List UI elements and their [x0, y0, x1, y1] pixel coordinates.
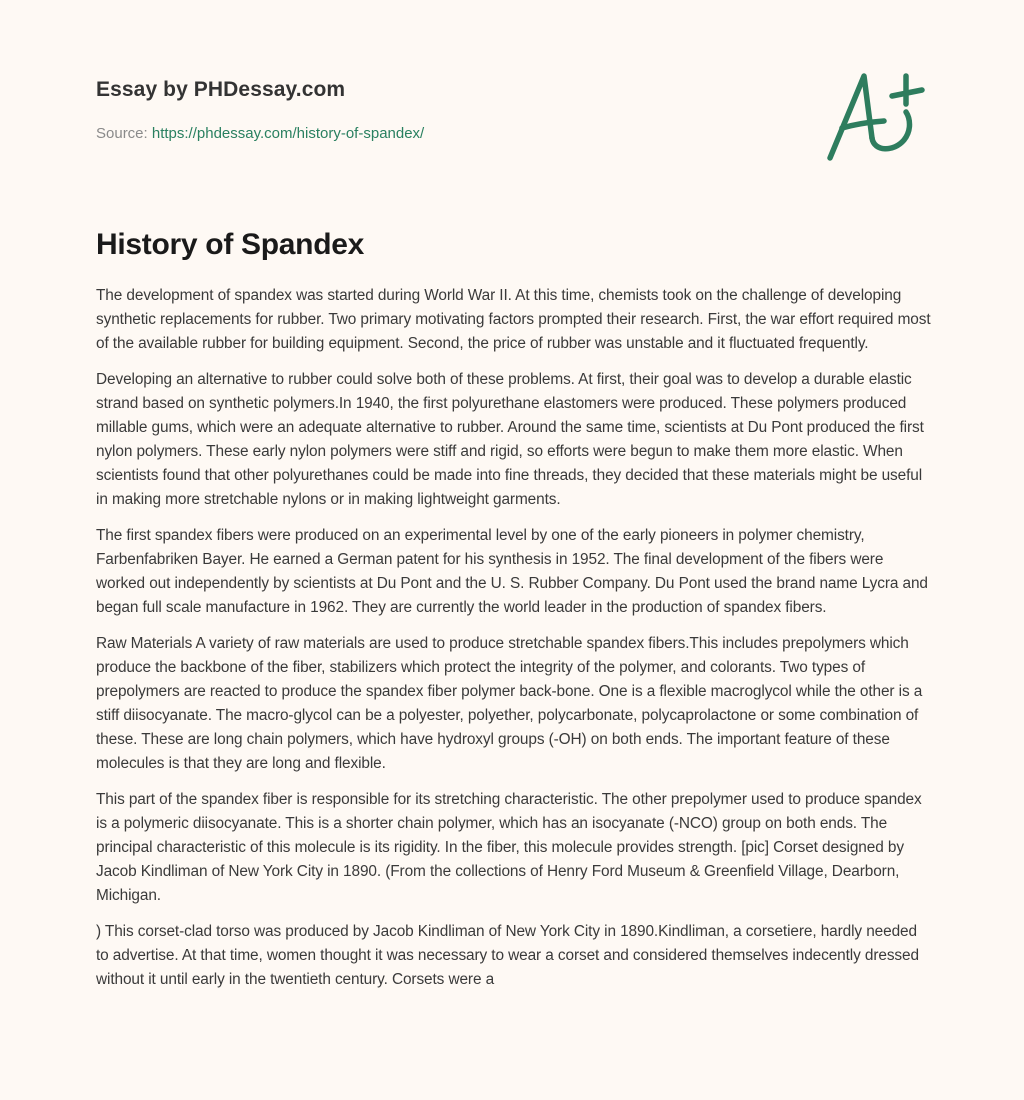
page-header — [96, 76, 928, 186]
article-body — [96, 284, 932, 1004]
source-link[interactable]: https://phdessay.com/history-of-spandex/ — [151, 125, 425, 142]
paragraph: ) This corset-clad torso was produced by Jacob Kindliman of New York City in 1890.Kindliman, a corsetiere, hardly needed to advertise. At that time, women thought it was necessary to wear a corset and considered themselves indecently dressed without it until early in the twentieth century. Corsets were a — [96, 923, 919, 988]
source-line — [96, 124, 928, 144]
paragraph: Raw Materials A variety of raw materials are used to produce stretchable spandex fibers.This includes prepolymers which produce the backbone of the fiber, stabilizers which protect the integrity of the polymer, and colorants. Two types of prepolymers are reacted to produce the spandex fiber polymer back-bone. One is a flexible macroglycol while the other is a stiff diisocyanate. The macro-glycol can be a polyester, polyether, polycarbonate, polycaprolactone or some combination of these. These are long chain polymers, which have hydroxyl groups (-OH) on both ends. The important feature of these molecules is that they are long and flexible. — [96, 635, 923, 772]
paragraph: Developing an alternative to rubber could solve both of these problems. At first, their goal was to develop a durable elastic strand based on synthetic polymers.In 1940, the first polyurethane elastomers were produced. These polymers produced millable gums, which were an adequate alternative to rubber. Around the same time, scientists at Du Pont produced the first nylon polymers. These early nylon polymers were stiff and rigid, so efforts were begun to make them more elastic. When scientists found that other polyurethanes could be made into fine threads, they decided that these materials might be useful in making more stretchable nylons or in making lightweight garments. — [96, 371, 924, 508]
paragraph: This part of the spandex fiber is responsible for its stretching characteristic. The other prepolymer used to produce spandex is a polymeric diisocyanate. This is a shorter chain polymer, which has an isocyanate (-NCO) group on both ends. The principal characteristic of this molecule is its rigidity. In the fiber, this molecule provides strength. [pic] Corset designed by Jacob Kindliman of New York City in 1890. (From the collections of Henry Ford Museum & Greenfield Village, Dearborn, Michigan. — [96, 791, 922, 904]
paragraph: The first spandex fibers were produced on an experimental level by one of the early pioneers in polymer chemistry, Farbenfabriken Bayer. He earned a German patent for his synthesis in 1952. The final development of the fibers were worked out independently by scientists at Du Pont and the U. S. Rubber Company. Du Pont used the brand name Lycra and began full scale manufacture in 1962. They are currently the world leader in the production of spandex fibers. — [96, 527, 928, 616]
paragraph: The development of spandex was started during World War II. At this time, chemists took on the challenge of developing synthetic replacements for rubber. Two primary motivating factors prompted their research. First, the war effort required most of the available rubber for building equipment. Second, the price of rubber was unstable and it fluctuated frequently. — [96, 287, 931, 352]
source-label: Source: — [96, 125, 152, 142]
a-plus-grade-icon — [820, 66, 928, 166]
site-title: Essay by PHDessay.com — [96, 78, 346, 101]
article-title: History of Spandex — [96, 228, 364, 261]
